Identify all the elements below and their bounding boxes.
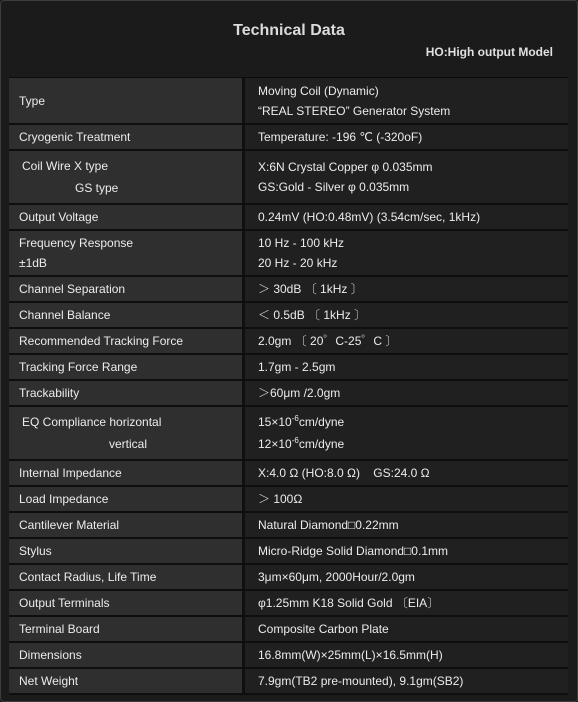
- spec-value: X:6N Crystal Copper φ 0.035mm: [258, 160, 433, 174]
- spec-row-contact-radius: [9, 565, 568, 591]
- spec-row-tracking-force-range: [9, 355, 568, 381]
- spec-label: Coil Wire X type: [22, 159, 109, 173]
- spec-value: X:4.0 Ω (HO:8.0 Ω) GS:24.0 Ω: [258, 466, 430, 480]
- spec-value: 20 Hz - 20 kHz: [258, 256, 338, 270]
- spec-label: EQ Compliance horizontal: [22, 415, 162, 429]
- spec-label: Dimensions: [19, 648, 82, 662]
- spec-row-stylus: [9, 539, 568, 565]
- spec-row-terminal-board: [9, 617, 568, 643]
- spec-label: Recommended Tracking Force: [19, 334, 184, 348]
- spec-value: ＜ 0.5dB 〔 1kHz 〕: [258, 308, 367, 322]
- spec-value: “REAL STEREO” Generator System: [258, 103, 451, 118]
- spec-value: Composite Carbon Plate: [258, 622, 389, 636]
- spec-label: Frequency Response: [19, 236, 134, 250]
- spec-row-type: [9, 78, 568, 125]
- spec-row-internal-impedance: [9, 461, 568, 487]
- spec-value: 10 Hz - 100 kHz: [258, 236, 345, 250]
- spec-label: Output Terminals: [19, 596, 110, 610]
- spec-label: ±1dB: [19, 256, 47, 270]
- spec-label: Net Weight: [19, 674, 79, 688]
- spec-value: GS:Gold - Silver φ 0.035mm: [258, 180, 410, 194]
- spec-value: Moving Coil (Dynamic): [258, 83, 379, 98]
- spec-label: Contact Radius, Life Time: [19, 570, 157, 584]
- spec-row-coil-wire: [9, 151, 568, 205]
- spec-value: ＞ 100Ω: [258, 492, 303, 506]
- spec-label: Trackability: [19, 386, 80, 400]
- spec-row-channel-separation: [9, 277, 568, 303]
- spec-value: $12\times 10^{-6}cm$/dyne: [258, 436, 345, 451]
- spec-value: Natural Diamond□0.22mm: [258, 518, 399, 532]
- spec-row-eq-compliance: [9, 407, 568, 461]
- spec-row-channel-balance: [9, 303, 568, 329]
- spec-row-load-impedance: [9, 487, 568, 513]
- spec-row-tracking-force: [9, 329, 568, 355]
- spec-value: ＞ 30dB 〔 1kHz 〕: [258, 282, 363, 296]
- spec-value: φ1.25mm K18 Solid Gold 〔EIA〕: [258, 596, 440, 610]
- spec-label: Tracking Force Range: [19, 360, 138, 374]
- spec-row-output-voltage: [9, 205, 568, 231]
- spec-value: ＞60μm /2.0gm: [258, 386, 341, 400]
- spec-label: Stylus: [19, 544, 52, 558]
- spec-row-cryogenic: [9, 125, 568, 151]
- spec-value: 1.7gm - 2.5gm: [258, 360, 336, 374]
- spec-label: Cryogenic Treatment: [19, 130, 131, 144]
- spec-value: 3μm×60μm, 2000Hour/2.0gm: [258, 570, 415, 584]
- spec-value: 0.24mV (HO:0.48mV) (3.54cm/sec, 1kHz): [258, 210, 481, 224]
- spec-label: Output Voltage: [19, 210, 99, 224]
- model-subtitle: HO:High output Model: [425, 45, 553, 59]
- spec-label: GS type: [75, 181, 119, 195]
- spec-label: Type: [19, 93, 46, 108]
- spec-table: [9, 77, 568, 695]
- spec-row-output-terminals: [9, 591, 568, 617]
- spec-value: Temperature: -196 ℃ (-320oF): [258, 130, 423, 144]
- spec-label: Channel Separation: [19, 282, 126, 296]
- spec-label: vertical: [109, 437, 148, 451]
- spec-value: $15\times 10^{-6}cm$/dyne: [258, 414, 345, 429]
- spec-value: 7.9gm(TB2 pre-mounted), 9.1gm(SB2): [258, 674, 464, 688]
- spec-value: 2.0gm 〔 20゜C-25゜C 〕: [258, 334, 398, 348]
- spec-label: Terminal Board: [19, 622, 100, 636]
- spec-label: Load Impedance: [19, 492, 109, 506]
- page-title: Technical Data: [233, 22, 345, 39]
- spec-row-dimensions: [9, 643, 568, 669]
- spec-label: Channel Balance: [19, 308, 111, 322]
- spec-row-cantilever: [9, 513, 568, 539]
- spec-row-net-weight: [9, 669, 568, 695]
- spec-value: Micro-Ridge Solid Diamond□0.1mm: [258, 544, 448, 558]
- spec-row-trackability: [9, 381, 568, 407]
- spec-label: Cantilever Material: [19, 518, 120, 532]
- spec-label: Internal Impedance: [19, 466, 122, 480]
- spec-value: 16.8mm(W)×25mm(L)×16.5mm(H): [258, 648, 443, 662]
- spec-row-frequency-response: [9, 231, 568, 277]
